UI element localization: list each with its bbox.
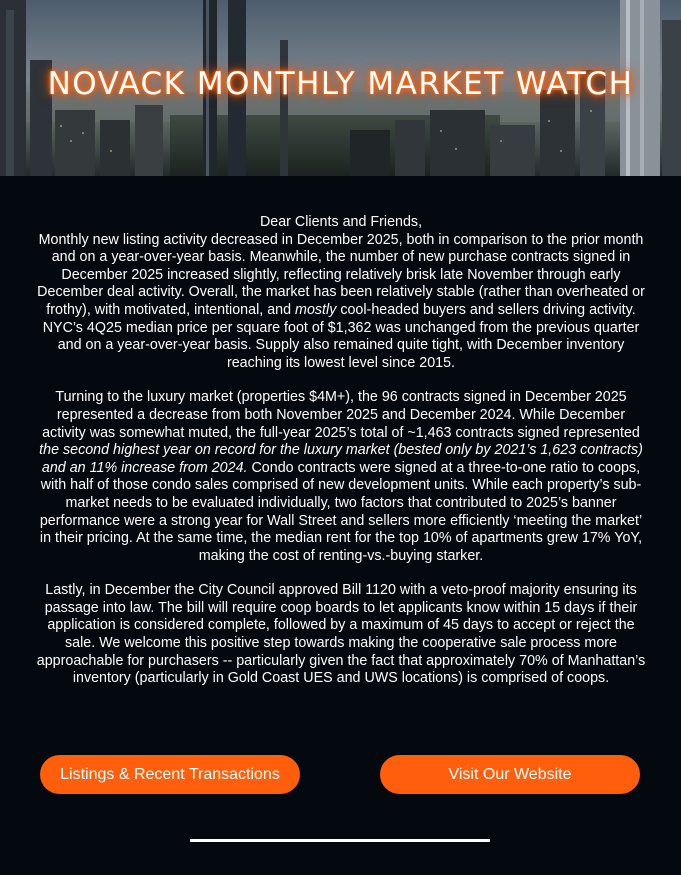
listings-button[interactable]: Listings & Recent Transactions	[40, 755, 300, 794]
paragraph-2-end: Condo contracts were signed at a three-to-one ratio to coops, with half of those condo sales comprised of new development units. While each property’s sub-market needs to be evaluated individually, two factors that contributed to 2025’s banner performance were a strong year for Wall Street and sellers more efficiently ‘meeting the market’ in their pricing. At the same time, the median rent for the top 10% of apartments grew 17% YoY, making the cost of renting-vs.-buying starker.	[39, 459, 643, 564]
website-button[interactable]: Visit Our Website	[380, 755, 640, 794]
letter-body	[36, 214, 646, 705]
paragraph-1-end: cool-headed buyers and sellers driving activity. NYC’s 4Q25 median price per square foot of $1,362 was unchanged from the previous quarter and on a year-over-year basis. Supply also remained quite tight, with December inventory reaching its lowest level since 2015.	[42, 301, 640, 371]
paragraph-2-text: Turning to the luxury market (properties $4M+), the 96 contracts signed in December 2025 represented a decrease from both November 2025 and December 2024. While December activity was somewhat muted, the full-year 2025’s total of ~1,463 contracts signed represented	[42, 389, 640, 441]
paragraph-intro	[36, 214, 646, 372]
hero-banner	[0, 0, 681, 176]
paragraph-1-text: Monthly new listing activity decreased in December 2025, both in comparison to the prior month and on a year-over-year basis. Meanwhile, the number of new purchase contracts signed in December 2025 increased slightly, reflecting relatively brisk late November through early December deal activity. Overall, the market has been relatively stable (rather than overheated or frothy), with motivated, intentional, and	[37, 231, 645, 318]
paragraph-2-emphasis: the second highest year on record for the luxury market (bested only by 2021’s 1,623 contracts) and an 11% increase from 2024.	[39, 442, 643, 476]
greeting: Dear Clients and Friends,	[259, 214, 423, 230]
paragraph-bill	[36, 582, 646, 688]
paragraph-luxury	[36, 389, 646, 565]
paragraph-1-emphasis: mostly	[295, 301, 337, 318]
footer-divider	[190, 839, 490, 842]
newsletter-title: NOVACK MONTHLY MARKET WATCH	[47, 66, 634, 102]
paragraph-3-text: Lastly, in December the City Council approved Bill 1120 with a veto-proof majority ensuring its passage into law. The bill will require coop boards to let applicants know within 15 days if their application is considered complete, followed by a maximum of 45 days to accept or reject the sale. We welcome this positive step towards making the cooperative sale process more approachable for purchasers -- particularly given the fact that approximately 70% of Manhattan’s inventory (particularly in Gold Coast UES and UWS locations) is comprised of coops.	[36, 582, 646, 687]
